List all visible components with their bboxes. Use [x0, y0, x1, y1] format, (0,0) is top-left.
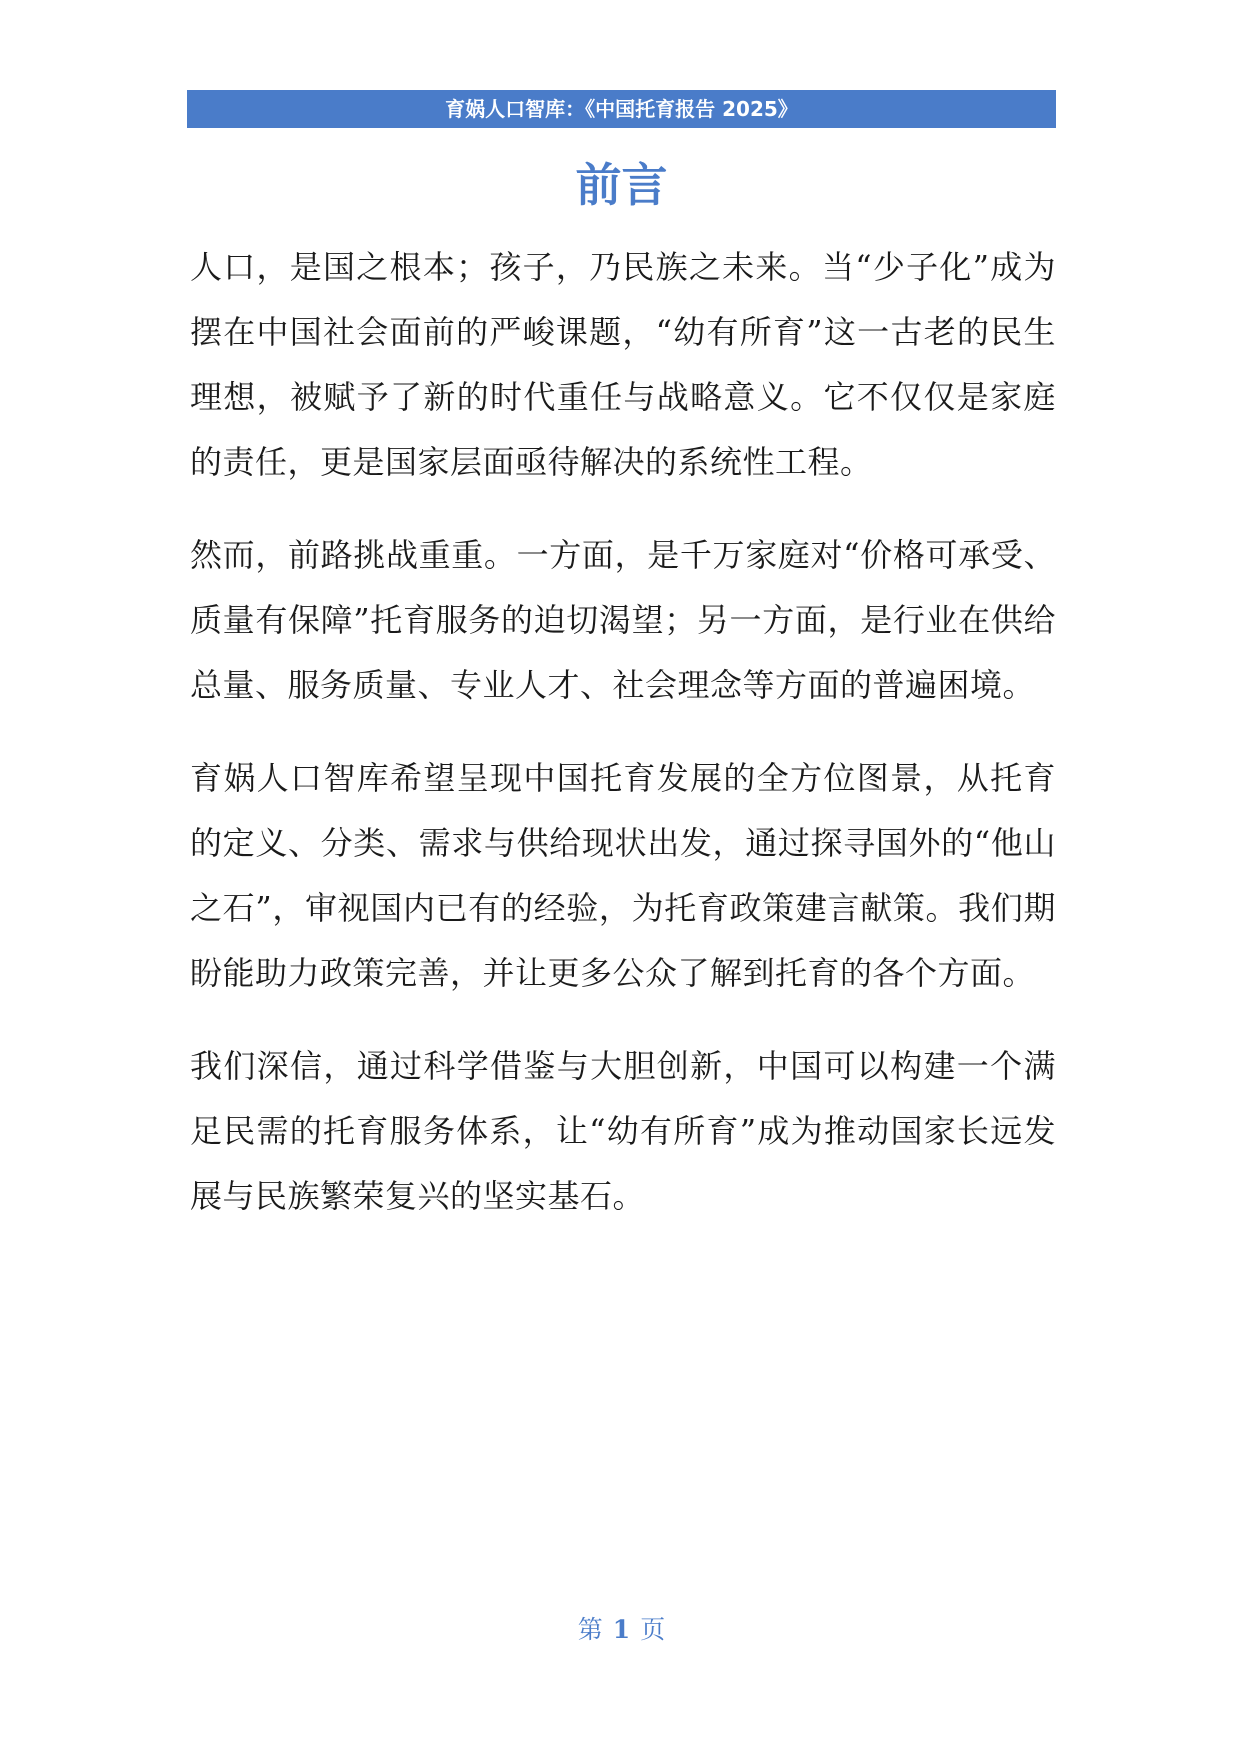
- preface-body: [190, 235, 1056, 1257]
- paragraph: 人口，是国之根本；孩子，乃民族之未来。当“少子化”成为摆在中国社会面前的严峻课题，“幼有所育”这一古老的民生理想，被赋予了新的时代重任与战略意义。它不仅仅是家庭的责任，更是国家层面亟待解决的系统性工程。: [190, 248, 1056, 481]
- paragraph: 我们深信，通过科学借鉴与大胆创新，中国可以构建一个满足民需的托育服务体系，让“幼有所育”成为推动国家长远发展与民族繁荣复兴的坚实基石。: [190, 1047, 1056, 1215]
- paragraph: 然而，前路挑战重重。一方面，是千万家庭对“价格可承受、质量有保障”托育服务的迫切渴望；另一方面，是行业在供给总量、服务质量、专业人才、社会理念等方面的普遍困境。: [190, 536, 1056, 704]
- page-number-suffix: 页: [640, 1615, 666, 1644]
- page-title: 前言: [575, 158, 668, 212]
- document-header-bar: [187, 90, 1056, 128]
- page-number: 1: [612, 1615, 631, 1644]
- document-header-title: 育娲人口智库：《中国托育报告 2025》: [445, 97, 798, 121]
- page-number-prefix: 第: [577, 1615, 603, 1644]
- paragraph: 育娲人口智库希望呈现中国托育发展的全方位图景，从托育的定义、分类、需求与供给现状出发，通过探寻国外的“他山之石”，审视国内已有的经验，为托育政策建言献策。我们期盼能助力政策完善，并让更多公众了解到托育的各个方面。: [190, 759, 1056, 992]
- page-number-footer: [187, 1610, 1056, 1646]
